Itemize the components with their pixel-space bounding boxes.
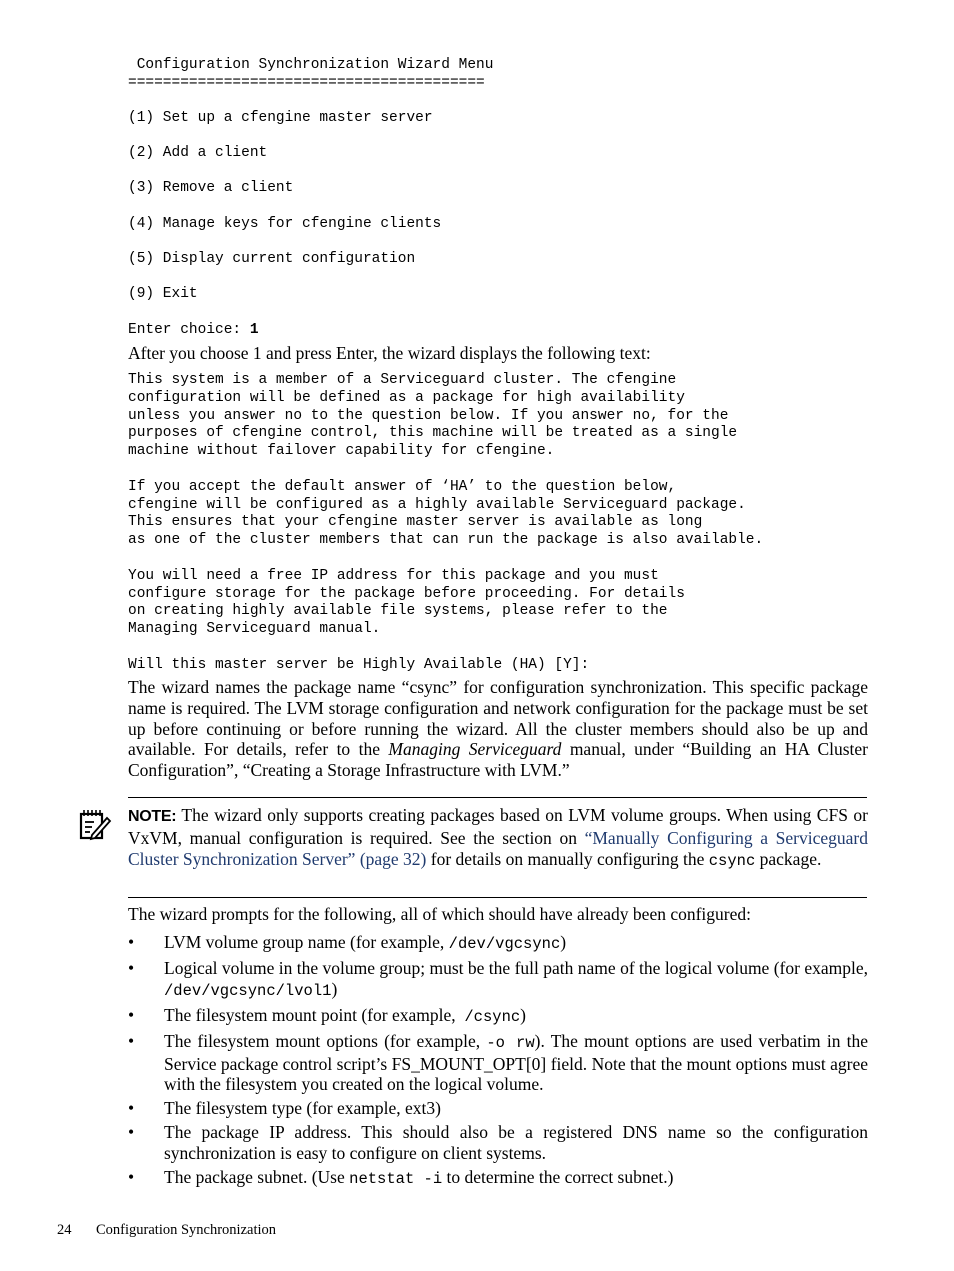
item-text: Logical volume in the volume group; must be the full path name of the logical volume (for example, [164,957,868,978]
item-text: The package IP address. This should also be a registered DNS name so the configuration synchronization is easy to configure on client systems. [164,1122,868,1164]
note-top-rule [128,797,867,798]
intro-text: After you choose 1 and press Enter, the wizard displays the following text: [128,343,651,363]
menu-item: (2) Add a client [128,145,268,161]
item-text: The package subnet. (Use [164,1167,350,1188]
item-text: ) [331,978,338,999]
prompt-list [128,932,868,1193]
item-text: The filesystem mount options (for example, [164,1030,487,1051]
footer-section-title: Configuration Synchronization [96,1222,277,1238]
menu-item: (1) Set up a cfengine master server [128,110,433,126]
item-code: netstat -i [349,1170,443,1189]
bullet: • [128,1098,135,1119]
bullet: • [128,1122,135,1143]
item-text: LVM volume group name (for example, [164,932,449,952]
note-code: csync [708,851,756,870]
item-code: -o rw [486,1033,535,1052]
menu-title: Configuration Synchronization Wizard Menu [128,57,494,73]
menu-item: (9) Exit [128,286,198,302]
list-item [128,1005,868,1028]
bullet: • [128,957,135,978]
note-label: NOTE: [128,808,177,825]
item-code: /dev/vgcsync/lvol1 [164,981,332,1000]
manual-title: Managing Serviceguard [388,739,562,760]
list-item [128,958,868,1002]
package-name-paragraph [128,677,868,781]
menu-item: (5) Display current configuration [128,251,416,267]
menu-separator: ========================================= [128,75,485,91]
enter-choice-value: 1 [249,322,259,338]
item-text: ) [520,1004,526,1025]
note-text: The wizard only supports creating packages based on LVM volume groups. When using CFS or VxVM, manual configuration is required. See the section on [128,805,868,848]
paragraph-text: manual, under “Building an HA Cluster Configuration”, “Creating a Storage Infrastructure with LVM.” [128,739,869,781]
item-text: to determine the correct subnet.) [442,1167,674,1188]
page-number: 24 [57,1222,72,1238]
item-text: The filesystem mount point (for example, [164,1004,465,1025]
list-item [128,1167,868,1190]
list-item [128,1122,868,1164]
item-text: The filesystem type (for example, ext3) [164,1098,441,1119]
paragraph-text: The wizard names the package name “csync” for configuration synchronization. This specific package name is required. The LVM storage configuration and network configuration for the package must be set up before continuing or before running the wizard. All the cluster members should also be up and available. For details, refer to the [128,677,868,760]
note-pad-pencil-icon [78,808,112,842]
item-code: /dev/vgcsync [448,935,561,953]
item-text: ) [560,932,567,952]
menu-item: (3) Remove a client [128,180,294,196]
enter-choice-line [128,322,259,338]
bullet: • [128,932,135,952]
item-code: /csync [464,1007,521,1026]
list-item [128,1098,868,1119]
note-text: package. [755,848,822,869]
bullet: • [128,1004,135,1025]
note-body [128,805,868,871]
item-text: ). The mount options are used verbatim in the Service package control script’s FS_MOUNT_OPT[0] field. Note that the mount options must agree with the filesystem you created on the logical volume. [164,1030,869,1095]
note-text: for details on manually configuring the [426,848,709,869]
list-item [128,932,868,955]
note-bottom-rule [128,897,867,898]
manual-config-link[interactable]: “Manually Configuring a Serviceguard Cluster Synchronization Server” (page 32) [128,827,868,869]
prompts-intro: The wizard prompts for the following, all of which should have already been configured: [128,904,752,924]
enter-choice-prompt: Enter choice: [128,322,250,338]
list-item [128,1031,868,1095]
bullet: • [128,1030,135,1051]
bullet: • [128,1167,135,1188]
wizard-output-text: This system is a member of a Serviceguard cluster. The cfengine configuration will be defined as a package for high availability unless you answer no to the question below. If you answer no, for the purposes of cfengine control, this machine will be treated as a single machine without failover capability for cfengine. If you accept the default answer of ‘HA’ to the question below, cfengine will be configured as a highly available Serviceguard package. This ensures that your cfengine master server is available as long as one of the cluster members that can run the package is also available. You will need a free IP address for this package and you must configure storage for the package before proceeding. For details on creating highly available file systems, please refer to the Managing Serviceguard manual. Will this master server be Highly Available (HA) [Y]: [128,372,764,673]
menu-item: (4) Manage keys for cfengine clients [128,216,442,232]
